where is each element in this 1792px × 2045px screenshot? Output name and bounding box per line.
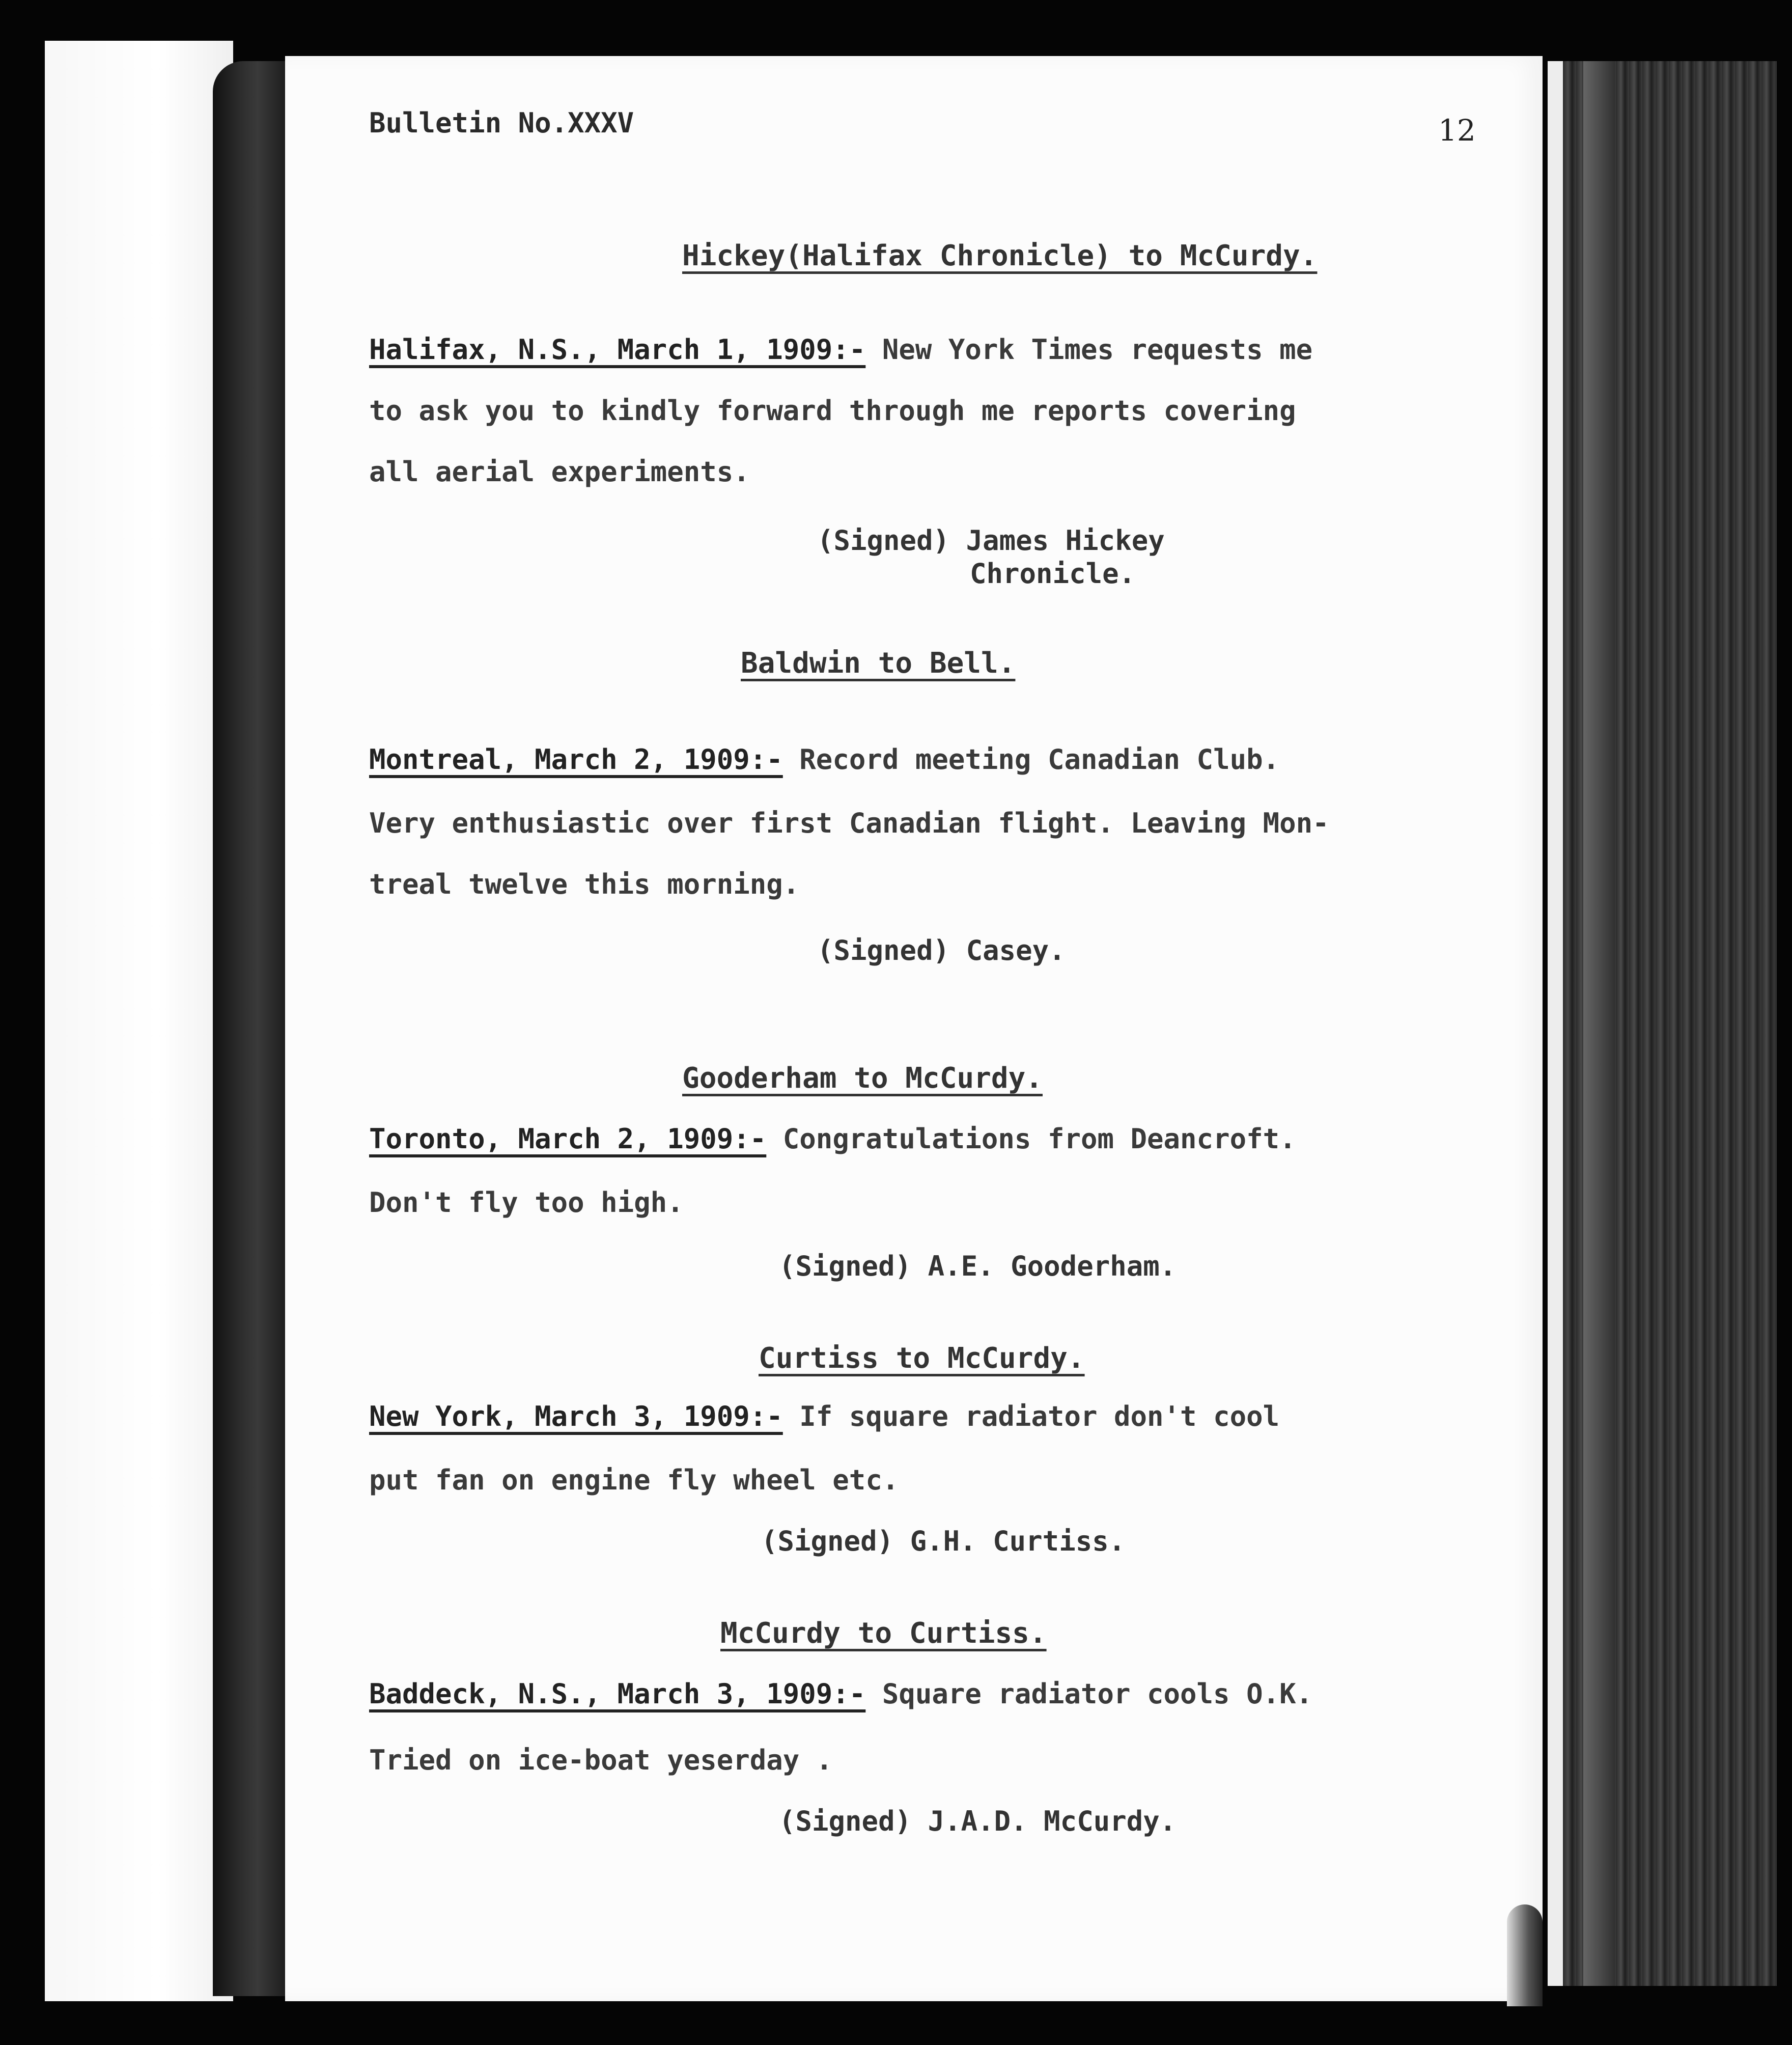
entry-title: Gooderham to McCurdy. <box>682 1062 1043 1095</box>
left-page <box>45 41 233 2001</box>
entry-line: Tried on ice-boat yeserday . <box>369 1744 833 1776</box>
signature-line: Chronicle. <box>970 558 1136 590</box>
entry-first-line <box>369 1678 1312 1710</box>
entry-line: all aerial experiments. <box>369 456 750 488</box>
entry-line: Very enthusiastic over first Canadian flight. Leaving Mon- <box>369 807 1329 839</box>
entry-text: If square radiator don't cool <box>799 1400 1280 1432</box>
entry-first-line <box>369 743 1279 776</box>
signature-line: (Signed) J.A.D. McCurdy. <box>779 1805 1177 1837</box>
entry-text: Record meeting Canadian Club. <box>799 743 1280 776</box>
book-page-edges <box>1548 61 1777 1986</box>
entry-first-line <box>369 1123 1296 1155</box>
entry-line: treal twelve this morning. <box>369 868 800 900</box>
book-gutter <box>213 61 294 1996</box>
entry-first-line <box>369 334 1312 366</box>
entry-text: New York Times requests me <box>882 334 1313 366</box>
entry-line: Don't fly too high. <box>369 1186 684 1219</box>
entry-title: McCurdy to Curtiss. <box>720 1617 1047 1650</box>
bulletin-header: Bulletin No.XXXV <box>369 107 634 139</box>
entry-line: put fan on engine fly wheel etc. <box>369 1464 899 1496</box>
entry-dateline: Toronto, March 2, 1909:- <box>369 1123 767 1155</box>
entry-line: to ask you to kindly forward through me reports covering <box>369 395 1296 427</box>
signature-line: (Signed) Casey. <box>817 934 1066 966</box>
pencil-tip <box>1507 1904 1543 2006</box>
signature-line: (Signed) A.E. Gooderham. <box>779 1250 1177 1282</box>
entry-dateline: New York, March 3, 1909:- <box>369 1400 783 1432</box>
signature-line: (Signed) James Hickey <box>817 524 1165 557</box>
page-number: 12 <box>1438 113 1476 148</box>
entry-text: Congratulations from Deancroft. <box>782 1123 1296 1155</box>
entry-title: Curtiss to McCurdy. <box>759 1342 1085 1375</box>
entry-title: Hickey(Halifax Chronicle) to McCurdy. <box>682 239 1318 272</box>
entry-title: Baldwin to Bell. <box>741 647 1016 680</box>
entry-dateline: Montreal, March 2, 1909:- <box>369 743 783 776</box>
entry-text: Square radiator cools O.K. <box>882 1678 1313 1710</box>
signature-line: (Signed) G.H. Curtiss. <box>761 1525 1126 1557</box>
entry-dateline: Baddeck, N.S., March 3, 1909:- <box>369 1678 866 1710</box>
entry-dateline: Halifax, N.S., March 1, 1909:- <box>369 334 866 366</box>
entry-first-line <box>369 1400 1279 1432</box>
